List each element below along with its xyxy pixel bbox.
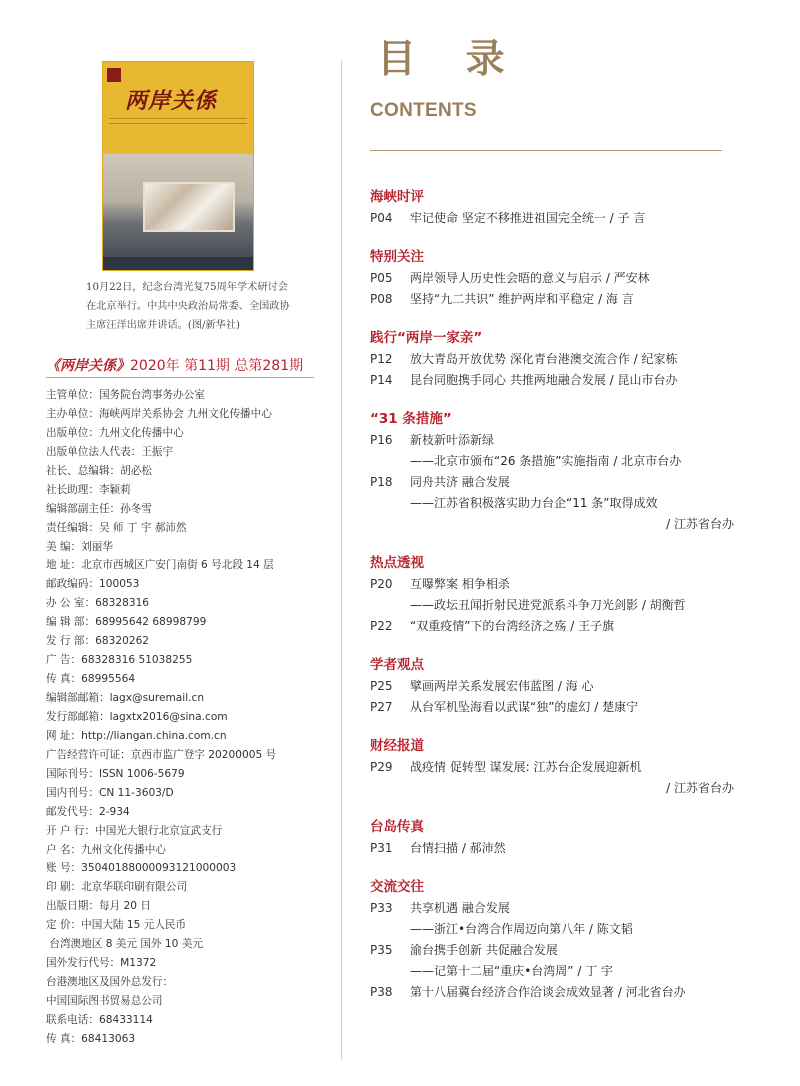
entry-subtitle: ——政坛丑闻折射民进党派系斗争刀光剑影 / 胡衡哲 — [410, 598, 686, 612]
toc-section — [370, 186, 750, 229]
info-label: 户 名： — [46, 843, 82, 856]
info-row — [46, 916, 346, 935]
issue-line — [46, 355, 303, 375]
info-row — [46, 556, 346, 575]
issue-text: 2020年 第11期 总第281期 — [130, 358, 304, 374]
page-number: P08 — [370, 292, 393, 306]
info-label: 定 价： — [46, 919, 82, 932]
info-row — [46, 689, 346, 708]
toc-section — [370, 735, 750, 799]
info-value: 68320262 — [95, 635, 150, 648]
entry-title: 台情扫描 / 郝沛然 — [410, 841, 506, 855]
toc-section — [370, 816, 750, 859]
info-value: 68413063 — [81, 1032, 136, 1045]
info-label: 广 告： — [46, 654, 82, 667]
section-heading: 交流交往 — [370, 879, 424, 895]
cover-masthead: 两岸关係 — [125, 88, 218, 114]
info-row — [46, 859, 346, 878]
toc-entry[interactable] — [370, 616, 750, 637]
info-label: 国际刊号： — [46, 767, 99, 780]
info-value: http://liangan.china.com.cn — [81, 729, 227, 742]
info-value: 孙冬雪 — [120, 502, 152, 515]
toc-entry[interactable] — [370, 430, 750, 472]
page-number: P31 — [370, 841, 393, 855]
page-number: P05 — [370, 271, 393, 285]
info-row — [46, 443, 346, 462]
info-row — [46, 822, 346, 841]
page-number: P22 — [370, 619, 393, 633]
info-label: 编辑部邮箱： — [46, 692, 110, 704]
section-heading: 特别关注 — [370, 249, 424, 265]
info-row — [46, 841, 346, 860]
entry-title: “双重疫情”下的台湾经济之殇 / 王子旗 — [410, 619, 615, 633]
entry-subtitle: ——浙江•台湾合作周迈向第八年 / 陈文韬 — [410, 922, 633, 936]
info-label: 地 址： — [46, 559, 82, 572]
section-heading: 热点透视 — [370, 555, 424, 571]
toc-title: 目 录 — [377, 37, 523, 82]
info-label: 出版单位法人代表： — [46, 445, 142, 458]
cover-table — [103, 257, 253, 270]
info-label: 主办单位： — [46, 407, 99, 420]
info-label: 邮政编码： — [46, 578, 99, 591]
info-label: 主管单位： — [46, 389, 99, 401]
page-number: P35 — [370, 943, 393, 957]
cover-image — [103, 62, 253, 270]
toc-entry[interactable] — [370, 898, 750, 940]
info-label: 邮发代号： — [46, 805, 99, 818]
info-label: 发 行 部： — [46, 635, 96, 648]
info-label: 办 公 室： — [46, 597, 96, 610]
info-value: 王振宇 — [141, 445, 174, 458]
info-row — [46, 651, 346, 670]
cover-painting — [143, 182, 235, 232]
info-row — [46, 424, 346, 443]
info-label: 网 址： — [46, 729, 82, 742]
info-label: 社长、总编辑： — [46, 464, 121, 477]
section-heading: 海峡时评 — [370, 189, 424, 205]
info-row — [46, 765, 346, 784]
toc-entry[interactable] — [370, 757, 750, 799]
info-row — [46, 1011, 346, 1030]
info-value: M1372 — [120, 957, 157, 970]
info-row — [46, 973, 346, 992]
info-label: 美 编： — [46, 540, 82, 553]
info-row — [46, 575, 346, 594]
info-label: 发行部邮箱： — [46, 710, 110, 723]
toc-entry[interactable] — [370, 208, 750, 229]
info-row — [46, 897, 346, 916]
toc-section — [370, 246, 750, 310]
info-value: 国务院台湾事务办公室 — [98, 389, 205, 401]
info-row — [46, 992, 346, 1011]
info-value: 中国光大银行北京宣武支行 — [95, 824, 223, 837]
info-label: 编辑部副主任： — [46, 502, 121, 515]
info-row — [46, 954, 346, 973]
entry-title: 坚持“九二共识” 维护两岸和平稳定 / 海 言 — [410, 292, 634, 306]
info-value: 35040188000093121000003 — [81, 862, 237, 875]
info-value: 李颖莉 — [98, 483, 131, 496]
info-value: 台湾澳地区 8 美元 国外 10 美元 — [46, 938, 203, 951]
info-row — [46, 727, 346, 746]
cover-badge — [107, 68, 121, 82]
info-value: 2-934 — [98, 805, 130, 818]
info-value: 九州文化传播中心 — [81, 843, 166, 856]
entry-author: / 江苏省台办 — [666, 517, 734, 531]
section-heading: 台岛传真 — [370, 819, 424, 835]
toc-entry[interactable] — [370, 289, 750, 310]
entry-title: 放大青岛开放优势 深化青台港澳交流合作 / 纪家栋 — [410, 352, 678, 366]
info-row — [46, 878, 346, 897]
info-label: 编 辑 部： — [46, 616, 96, 629]
page-number: P33 — [370, 901, 393, 915]
entry-title: 新枝新叶添新绿 — [410, 433, 495, 447]
info-row — [46, 386, 346, 405]
info-label: 传 真： — [46, 1032, 82, 1045]
info-label: 中国国际图书贸易总公司 — [46, 995, 163, 1007]
toc-subtitle: CONTENTS — [370, 100, 477, 121]
info-value: 68328316 — [95, 597, 150, 610]
info-row — [46, 405, 346, 424]
entry-title: 同舟共济 融合发展 — [410, 475, 510, 489]
page-number: P18 — [370, 475, 393, 489]
toc-section — [370, 876, 750, 1003]
entry-subtitle: ——北京市颁布“26 条措施”实施指南 / 北京市台办 — [410, 454, 682, 468]
info-label: 台港澳地区及国外总发行： — [46, 976, 174, 989]
info-label: 国内刊号： — [46, 786, 99, 799]
info-row — [46, 935, 346, 954]
toc-entry[interactable] — [370, 472, 750, 535]
entry-author: / 江苏省台办 — [666, 781, 734, 795]
info-value: 刘丽华 — [81, 540, 113, 553]
info-value: 北京市西城区广安门南街 6 号北段 14 层 — [81, 559, 274, 572]
info-label: 社长助理： — [46, 483, 99, 496]
section-heading: “31 条措施” — [370, 411, 452, 427]
page-number: P20 — [370, 577, 393, 591]
info-value: 胡必松 — [120, 464, 152, 477]
toc-entry[interactable] — [370, 697, 750, 718]
info-row — [46, 462, 346, 481]
masthead-info — [46, 386, 346, 1049]
info-value: 68328316 51038255 — [81, 654, 193, 667]
info-value: 中国大陆 15 元人民币 — [81, 919, 187, 932]
info-row — [46, 670, 346, 689]
page-number: P27 — [370, 700, 393, 714]
info-row — [46, 594, 346, 613]
info-row — [46, 746, 346, 765]
info-label: 开 户 行： — [46, 824, 96, 837]
toc-entry[interactable] — [370, 349, 750, 370]
page-number: P25 — [370, 679, 393, 693]
entry-title: 擘画两岸关系发展宏伟蓝图 / 海 心 — [410, 679, 594, 693]
cover-caption: 10月22日，纪念台湾光复75周年学术研讨会在北京举行。中共中央政治局常委、全国政协主席汪洋出席并讲话。(图/新华社) — [86, 282, 290, 331]
info-label: 联系电话： — [46, 1013, 99, 1026]
toc-section — [370, 654, 750, 718]
info-value: 68433114 — [98, 1013, 153, 1026]
entry-title: 战疫情 促转型 谋发展: 江苏台企发展迎新机 — [410, 760, 642, 774]
toc-entry[interactable] — [370, 940, 750, 982]
toc-entry[interactable] — [370, 268, 750, 289]
info-label: 传 真： — [46, 673, 82, 686]
toc-rule — [370, 150, 722, 151]
page-number: P29 — [370, 760, 393, 774]
cover-strip — [109, 118, 247, 124]
info-value: lagxtx2016@sina.com — [109, 710, 228, 723]
info-label: 责任编辑： — [46, 521, 99, 534]
info-row — [46, 500, 346, 519]
info-row — [46, 613, 346, 632]
info-value: 100053 — [98, 578, 140, 591]
info-value: 京西市监广登字 20200005 号 — [130, 748, 277, 761]
entry-title: 共享机遇 融合发展 — [410, 901, 510, 915]
info-value: 68995642 68998799 — [95, 616, 207, 629]
toc-section — [370, 552, 750, 637]
info-value: 68995564 — [81, 673, 136, 686]
info-row — [46, 708, 346, 727]
info-value: 每月 20 日 — [98, 900, 151, 913]
info-label: 国外发行代号： — [46, 957, 121, 970]
entry-title: 从台军机坠海看以武谋“独”的虚幻 / 楚康宁 — [410, 700, 639, 714]
entry-subtitle: ——江苏省积极落实助力台企“11 条”取得成效 — [410, 496, 658, 510]
entry-title: 牢记使命 坚定不移推进祖国完全统一 / 子 言 — [410, 211, 646, 225]
info-label: 出版单位： — [46, 426, 99, 439]
toc-entry[interactable] — [370, 982, 750, 1003]
info-row — [46, 784, 346, 803]
entry-title: 昆台同胞携手同心 共推两地融合发展 / 昆山市台办 — [410, 373, 678, 387]
toc-section — [370, 408, 750, 535]
info-row — [46, 803, 346, 822]
info-value: 北京华联印刷有限公司 — [81, 881, 188, 894]
issue-mark: 《两岸关係》 — [46, 358, 130, 374]
info-value: CN 11-3603/D — [98, 786, 174, 799]
info-row — [46, 538, 346, 557]
issue-rule — [46, 377, 314, 378]
toc-entry[interactable] — [370, 838, 750, 859]
page-number: P04 — [370, 211, 393, 225]
info-value: 九州文化传播中心 — [98, 426, 184, 439]
info-row — [46, 1030, 346, 1049]
toc-entry[interactable] — [370, 574, 750, 616]
info-value: lagx@suremail.cn — [109, 692, 205, 704]
entry-title: 互曝弊案 相争相杀 — [410, 577, 510, 591]
entry-title: 第十八届冀台经济合作洽谈会成效显著 / 河北省台办 — [410, 985, 686, 999]
section-heading: 财经报道 — [370, 738, 424, 754]
section-heading: 学者观点 — [370, 657, 424, 673]
page-number: P12 — [370, 352, 393, 366]
info-row — [46, 519, 346, 538]
entry-subtitle: ——记第十二届“重庆•台湾周” / 丁 宇 — [410, 964, 613, 978]
column-divider — [341, 60, 342, 1060]
info-label: 广告经营许可证： — [46, 748, 131, 761]
info-row — [46, 481, 346, 500]
info-value: 海峡两岸关系协会 九州文化传播中心 — [98, 407, 272, 420]
page-number: P38 — [370, 985, 393, 999]
info-label: 印 刷： — [46, 881, 82, 894]
info-row — [46, 632, 346, 651]
entry-title: 渝台携手创新 共促融合发展 — [410, 943, 558, 957]
toc-entry[interactable] — [370, 676, 750, 697]
info-value: ISSN 1006-5679 — [98, 767, 185, 780]
info-label: 出版日期： — [46, 900, 99, 913]
page-number: P16 — [370, 433, 393, 447]
toc-section — [370, 327, 750, 391]
section-heading: 践行“两岸一家亲” — [370, 330, 483, 346]
toc-sections — [370, 186, 750, 1020]
page-number: P14 — [370, 373, 393, 387]
info-value: 吴 师 丁 宇 郝沛然 — [98, 521, 187, 534]
entry-title: 两岸领导人历史性会晤的意义与启示 / 严安林 — [410, 271, 650, 285]
info-label: 账 号： — [46, 862, 82, 875]
toc-entry[interactable] — [370, 370, 750, 391]
